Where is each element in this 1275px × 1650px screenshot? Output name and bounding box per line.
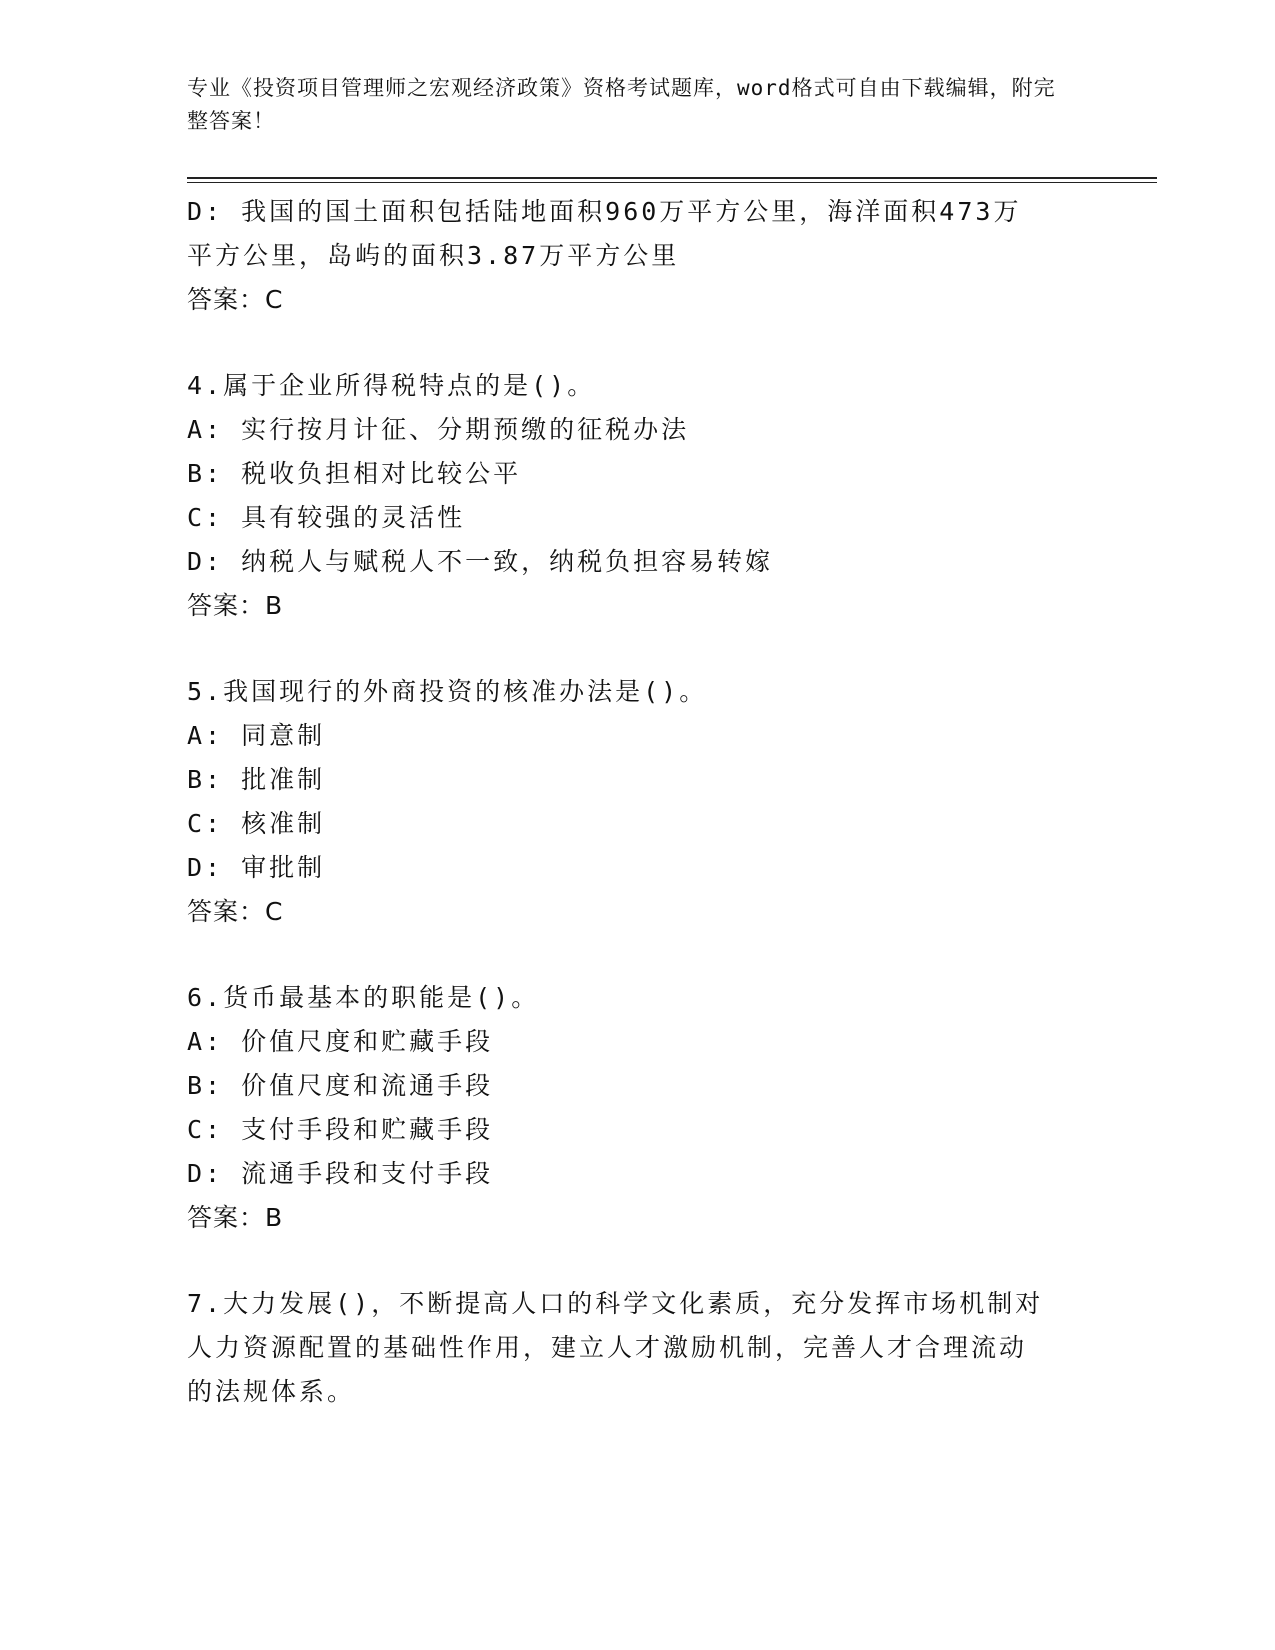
option-d: D: 审批制	[187, 853, 326, 882]
option-d: D: 流通手段和支付手段	[187, 1159, 494, 1188]
question-text: 5.我国现行的外商投资的核准办法是()。	[187, 677, 708, 706]
question-text: 6.货币最基本的职能是()。	[187, 983, 540, 1012]
answer: 答案：B	[187, 591, 284, 620]
option-c: C: 具有较强的灵活性	[187, 503, 466, 532]
question-text: 4.属于企业所得税特点的是()。	[187, 371, 596, 400]
option-a: A: 价值尺度和贮藏手段	[187, 1027, 494, 1056]
answer: 答案：C	[187, 897, 284, 926]
option-d: D: 纳税人与赋税人不一致，纳税负担容易转嫁	[187, 547, 774, 576]
question-3-tail	[187, 190, 1087, 322]
option-c: C: 核准制	[187, 809, 326, 838]
question-6	[187, 976, 1087, 1240]
document-header: 专业《投资项目管理师之宏观经济政策》资格考试题库，word格式可自由下载编辑，附完整答案！	[187, 76, 1056, 133]
question-text: 7.大力发展()，不断提高人口的科学文化素质，充分发挥市场机制对人力资源配置的基础性作用，建立人才激励机制，完善人才合理流动的法规体系。	[187, 1289, 1044, 1406]
question-7	[187, 1282, 1087, 1414]
option-b: B: 税收负担相对比较公平	[187, 459, 522, 488]
option-c: C: 支付手段和贮藏手段	[187, 1115, 494, 1144]
answer: 答案：B	[187, 1203, 284, 1232]
option-d: D: 我国的国土面积包括陆地面积960万平方公里，海洋面积473万平方公里，岛屿的面积3.87万平方公里	[187, 197, 1022, 270]
header-rule-thick	[187, 177, 1157, 179]
option-b: B: 批准制	[187, 765, 326, 794]
document-body	[187, 190, 1087, 1414]
option-a: A: 同意制	[187, 721, 326, 750]
option-b: B: 价值尺度和流通手段	[187, 1071, 494, 1100]
question-4	[187, 364, 1087, 628]
answer: 答案：C	[187, 285, 284, 314]
question-5	[187, 670, 1087, 934]
header-rule-thin	[187, 182, 1157, 183]
option-a: A: 实行按月计征、分期预缴的征税办法	[187, 415, 690, 444]
